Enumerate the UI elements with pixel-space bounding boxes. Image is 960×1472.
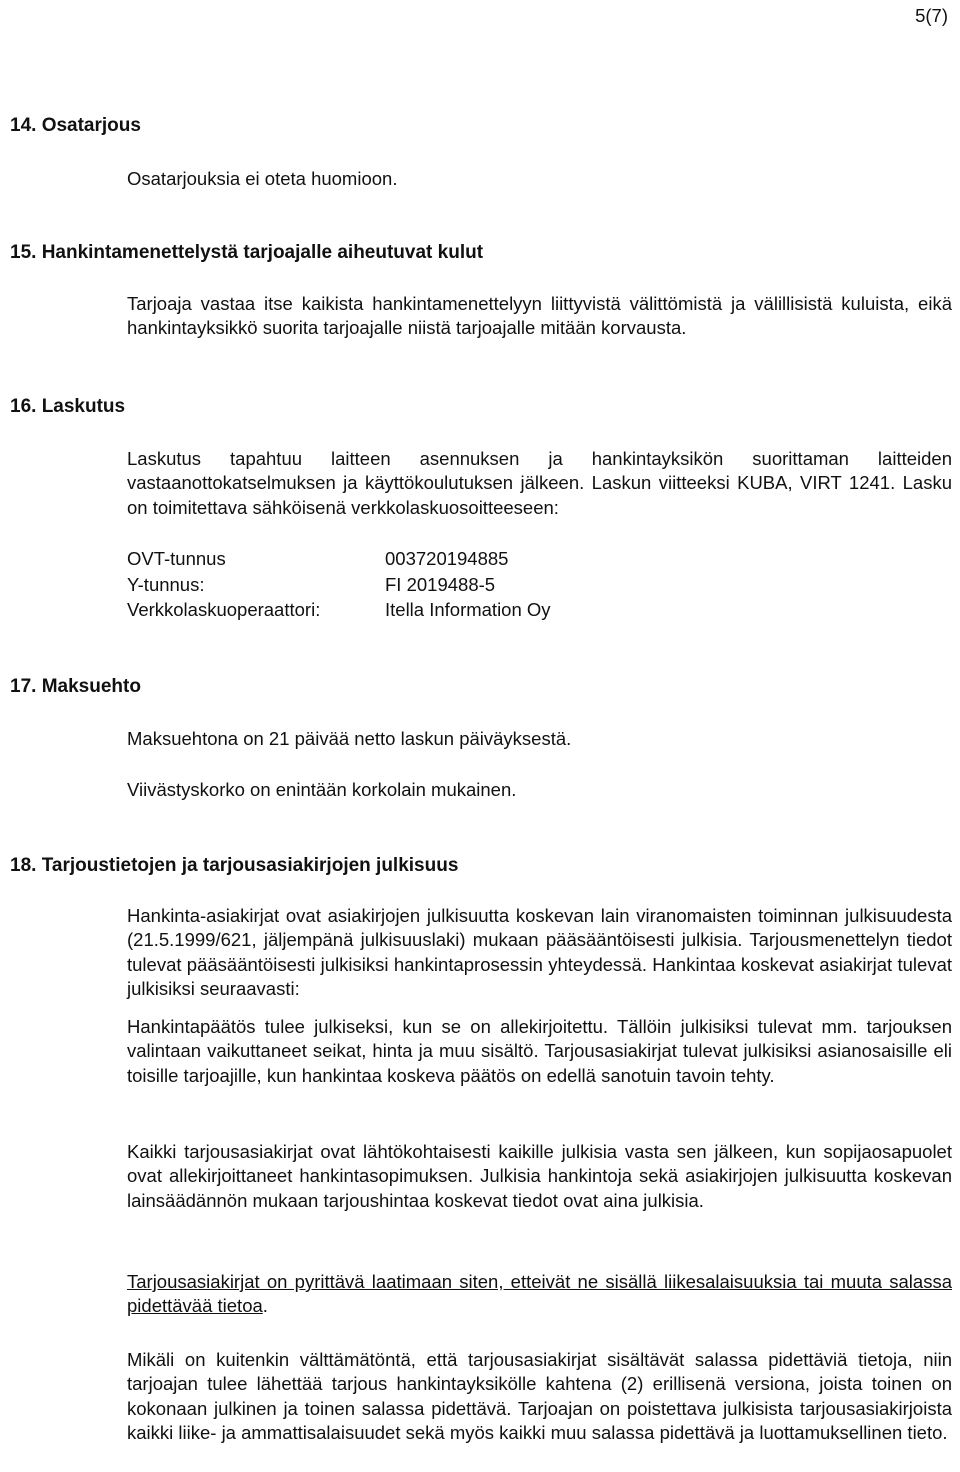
billing-value: Itella Information Oy: [385, 599, 551, 620]
section-17-text-2: Viivästyskorko on enintään korkolain mukainen.: [127, 779, 517, 800]
section-18-text-4: [127, 1270, 952, 1319]
underlined-notice: Tarjousasiakirjat on pyrittävä laatimaan siten, etteivät ne sisällä liikesalaisuuksia tai muuta salassa pidettävää tietoa: [127, 1271, 952, 1317]
billing-label: OVT-tunnus: [127, 548, 226, 569]
section-17-heading: 17. Maksuehto: [10, 676, 141, 697]
billing-value: 003720194885: [385, 548, 509, 569]
section-18-text-2: Hankintapäätös tulee julkiseksi, kun se on allekirjoitettu. Tällöin julkisiksi tulevat mm. tarjouksen valintaan vaikuttaneet seikat, hinta ja muu sisältö. Tarjousasiakirjat tulevat julkisiksi asianosaisille eli toisille tarjoajille, kun hankintaa koskeva päätös on edellä sanotuin tavoin tehty.: [127, 1016, 952, 1086]
section-18-text-1: Hankinta-asiakirjat ovat asiakirjojen julkisuutta koskevan lain viranomaisten toiminnan julkisuudesta (21.5.1999/621, jäljempänä julkisuuslaki) mukaan pääsääntöisesti julkisia. Tarjousmenettelyn tiedot tulevat pääsääntöisesti julkisiksi hankintaprosessin yhteydessä. Hankintaa koskevat asiakirjat tulevat julkisiksi seuraavasti:: [127, 905, 952, 999]
section-16-text: Laskutus tapahtuu laitteen asennuksen ja hankintayksikön suorittaman laitteiden vastaanottokatselmuksen ja käyttökoulutuksen jälkeen. Laskun viitteeksi KUBA, VIRT 1241. Lasku on toimitettava sähköisenä verkkolaskuosoitteeseen:: [127, 448, 952, 518]
section-18-heading: 18. Tarjoustietojen ja tarjousasiakirjojen julkisuus: [10, 855, 459, 876]
section-17-text-1: Maksuehtona on 21 päivää netto laskun päiväyksestä.: [127, 728, 572, 749]
page-number: 5(7): [915, 5, 948, 26]
notice-period: .: [262, 1295, 268, 1317]
billing-label: Verkkolaskuoperaattori:: [127, 599, 321, 620]
section-14-text: Osatarjouksia ei oteta huomioon.: [127, 168, 398, 189]
section-18-text-3: Kaikki tarjousasiakirjat ovat lähtökohtaisesti kaikille julkisia vasta sen jälkeen, kun sopijaosapuolet ovat allekirjoittaneet hankintasopimuksen. Julkisia hankintoja sekä asiakirjojen julkisuutta koskevan lainsäädännön mukaan tarjoushintaa koskevat tiedot ovat aina julkisia.: [127, 1141, 952, 1211]
section-14-heading: 14. Osatarjous: [10, 115, 141, 136]
section-16-heading: 16. Laskutus: [10, 396, 126, 417]
billing-value: FI 2019488-5: [385, 574, 496, 595]
section-15-text: Tarjoaja vastaa itse kaikista hankintamenettelyyn liittyvistä välittömistä ja välillisistä kuluista, eikä hankintayksikkö suorita tarjoajalle niistä tarjoajalle mitään korvausta.: [127, 293, 952, 339]
billing-row-ovt: [127, 548, 952, 572]
billing-row-operator: [127, 599, 952, 623]
section-15-heading: 15. Hankintamenettelystä tarjoajalle aiheutuvat kulut: [10, 242, 484, 263]
section-18-text-5: Mikäli on kuitenkin välttämätöntä, että tarjousasiakirjat sisältävät salassa pidettäviä tietoja, niin tarjoajan tulee lähettää tarjous hankintayksikölle kahtena (2) erillisenä versiona, joista toinen on kokonaan julkinen ja toinen salassa pidettävä. Tarjoajan on poistettava julkisista tarjousasiakirjoista kaikki liike- ja ammattisalaisuudet sekä myös kaikki muu salassa pidettävä ja luottamuksellinen tieto.: [127, 1349, 952, 1443]
billing-label: Y-tunnus:: [127, 574, 205, 595]
billing-row-ytunnus: [127, 574, 952, 598]
